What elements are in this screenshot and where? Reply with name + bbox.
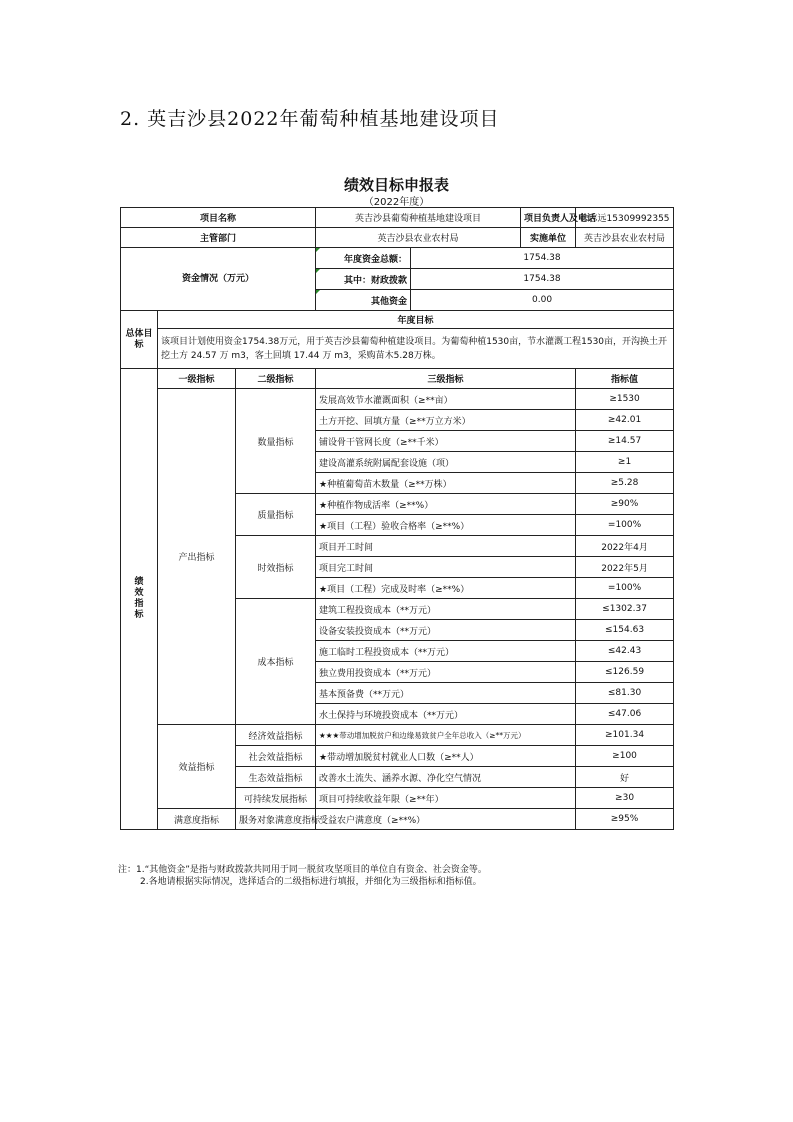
indicator-value: ≥30	[576, 788, 674, 809]
indicator-value: ≥14.57	[576, 431, 674, 452]
benefit-l2: 生态效益指标	[236, 767, 316, 788]
indicator-section-label: 绩效指标	[121, 369, 158, 830]
funds-other-value: 0.00	[411, 290, 674, 311]
quality-label: 质量指标	[236, 494, 316, 536]
benefit-l2: 经济效益指标	[236, 725, 316, 746]
funds-total-label: 年度资金总额：	[316, 248, 411, 269]
row-project-name	[121, 208, 674, 228]
indicator-value: ≥1530	[576, 389, 674, 410]
dept-label: 主管部门	[121, 228, 316, 248]
indicator-name: 基本预备费（**万元）	[316, 683, 576, 704]
indicator-name: 施工临时工程投资成本（**万元）	[316, 641, 576, 662]
indicator-name: ★项目（工程）完成及时率（≥**%）	[316, 578, 576, 599]
indicator-name: 发展高效节水灌溉面积（≥**亩）	[316, 389, 576, 410]
indicator-value: ≤126.59	[576, 662, 674, 683]
indicator-value: =100%	[576, 515, 674, 536]
timeliness-label: 时效指标	[236, 536, 316, 599]
indicator-name: 建筑工程投资成本（**万元）	[316, 599, 576, 620]
output-label: 产出指标	[158, 389, 236, 725]
header-l1: 一级指标	[158, 369, 236, 389]
indicator-value: ≥101.34	[576, 725, 674, 746]
row-funds-total	[121, 248, 674, 269]
indicator-name: 水土保持与环境投资成本（**万元）	[316, 704, 576, 725]
indicator-value: =100%	[576, 578, 674, 599]
header-l2: 二级指标	[236, 369, 316, 389]
row-goal-header	[121, 311, 674, 329]
benefit-l2: 可持续发展指标	[236, 788, 316, 809]
form-year: （2022年度）	[363, 197, 430, 208]
indicator-value: ≤154.63	[576, 620, 674, 641]
goal-section-label: 总体目标	[121, 311, 158, 369]
indicator-value: 好	[576, 767, 674, 788]
row-goal-text	[121, 329, 674, 369]
benefit-label: 效益指标	[158, 725, 236, 809]
satisfaction-l2: 服务对象满意度指标	[236, 809, 316, 830]
indicator-value: ≥100	[576, 746, 674, 767]
funds-other-label: 其他资金	[316, 290, 411, 311]
table-row	[121, 725, 674, 746]
satisfaction-label: 满意度指标	[158, 809, 236, 830]
indicator-value: 2022年4月	[576, 536, 674, 557]
indicator-value: ≥1	[576, 452, 674, 473]
goal-text: 该项目计划使用资金1754.38万元，用于英吉沙县葡萄种植建设项目。为葡萄种植1530亩，节水灌溉工程1530亩，开沟换土开挖土方 24.57 万 m3，客土回填 17.44 万 m3，采购苗木5.28万株。	[158, 329, 674, 369]
footnote-1: 注：1.“其他资金”是指与财政拨款共同用于同一脱贫攻坚项目的单位自有资金、社会资金等。	[118, 865, 487, 875]
owner-value: 徐志远15309992355	[576, 208, 674, 228]
table-row	[121, 389, 674, 410]
indicator-name: 独立费用投资成本（**万元）	[316, 662, 576, 683]
form-title: 绩效目标申报表	[343, 176, 449, 194]
indicator-name: ★项目（工程）验收合格率（≥**%）	[316, 515, 576, 536]
indicator-name: 项目完工时间	[316, 557, 576, 578]
indicator-value: ≥5.28	[576, 473, 674, 494]
indicator-value: ≤42.43	[576, 641, 674, 662]
indicator-name: 设备安装投资成本（**万元）	[316, 620, 576, 641]
indicator-name: ★★★带动增加脱贫户和边缘易致贫户全年总收入（≥**万元）	[316, 725, 576, 746]
indicator-value: ≤1302.37	[576, 599, 674, 620]
indicator-value: ≥95%	[576, 809, 674, 830]
indicator-name: 建设高灌系统附属配套设施（项）	[316, 452, 576, 473]
table-row	[121, 809, 674, 830]
indicator-name: ★带动增加脱贫村就业人口数（≥**人）	[316, 746, 576, 767]
project-name-value: 英吉沙县葡萄种植基地建设项目	[316, 208, 521, 228]
indicator-value: ≥42.01	[576, 410, 674, 431]
performance-target-table	[120, 207, 674, 830]
header-value: 指标值	[576, 369, 674, 389]
indicator-name: 土方开挖、回填方量（≥**万立方米）	[316, 410, 576, 431]
goal-header: 年度目标	[158, 311, 674, 329]
section-heading: 2. 英吉沙县2022年葡萄种植基地建设项目	[120, 108, 500, 130]
row-department	[121, 228, 674, 248]
dept-value: 英吉沙县农业农村局	[316, 228, 521, 248]
indicator-name: 项目可持续收益年限（≥**年）	[316, 788, 576, 809]
indicator-name: 改善水土流失、涵养水源、净化空气情况	[316, 767, 576, 788]
footnote-2: 2.各地请根据实际情况，选择适合的二级指标进行填报，并细化为三级指标和指标值。	[140, 877, 482, 887]
indicator-name: 铺设骨干管网长度（≥**千米）	[316, 431, 576, 452]
quantity-label: 数量指标	[236, 389, 316, 494]
indicator-value: ≥90%	[576, 494, 674, 515]
funds-fiscal-value: 1754.38	[411, 269, 674, 290]
indicator-name: ★种植作物成活率（≥**%）	[316, 494, 576, 515]
footnotes	[118, 864, 487, 888]
impl-label: 实施单位	[521, 228, 576, 248]
indicator-name: 项目开工时间	[316, 536, 576, 557]
indicator-value: 2022年5月	[576, 557, 674, 578]
cost-label: 成本指标	[236, 599, 316, 725]
indicator-name: ★种植葡萄苗木数量（≥**万株）	[316, 473, 576, 494]
indicator-value: ≤47.06	[576, 704, 674, 725]
funds-total-value: 1754.38	[411, 248, 674, 269]
funds-fiscal-label: 其中：财政拨款	[316, 269, 411, 290]
indicator-value: ≤81.30	[576, 683, 674, 704]
header-l3: 三级指标	[316, 369, 576, 389]
funds-label: 资金情况（万元）	[121, 248, 316, 311]
indicator-name: 受益农户满意度（≥**%）	[316, 809, 576, 830]
benefit-l2: 社会效益指标	[236, 746, 316, 767]
project-name-label: 项目名称	[121, 208, 316, 228]
impl-value: 英吉沙县农业农村局	[576, 228, 674, 248]
row-indicator-headers	[121, 369, 674, 389]
owner-label: 项目负责人及电话	[521, 208, 576, 228]
